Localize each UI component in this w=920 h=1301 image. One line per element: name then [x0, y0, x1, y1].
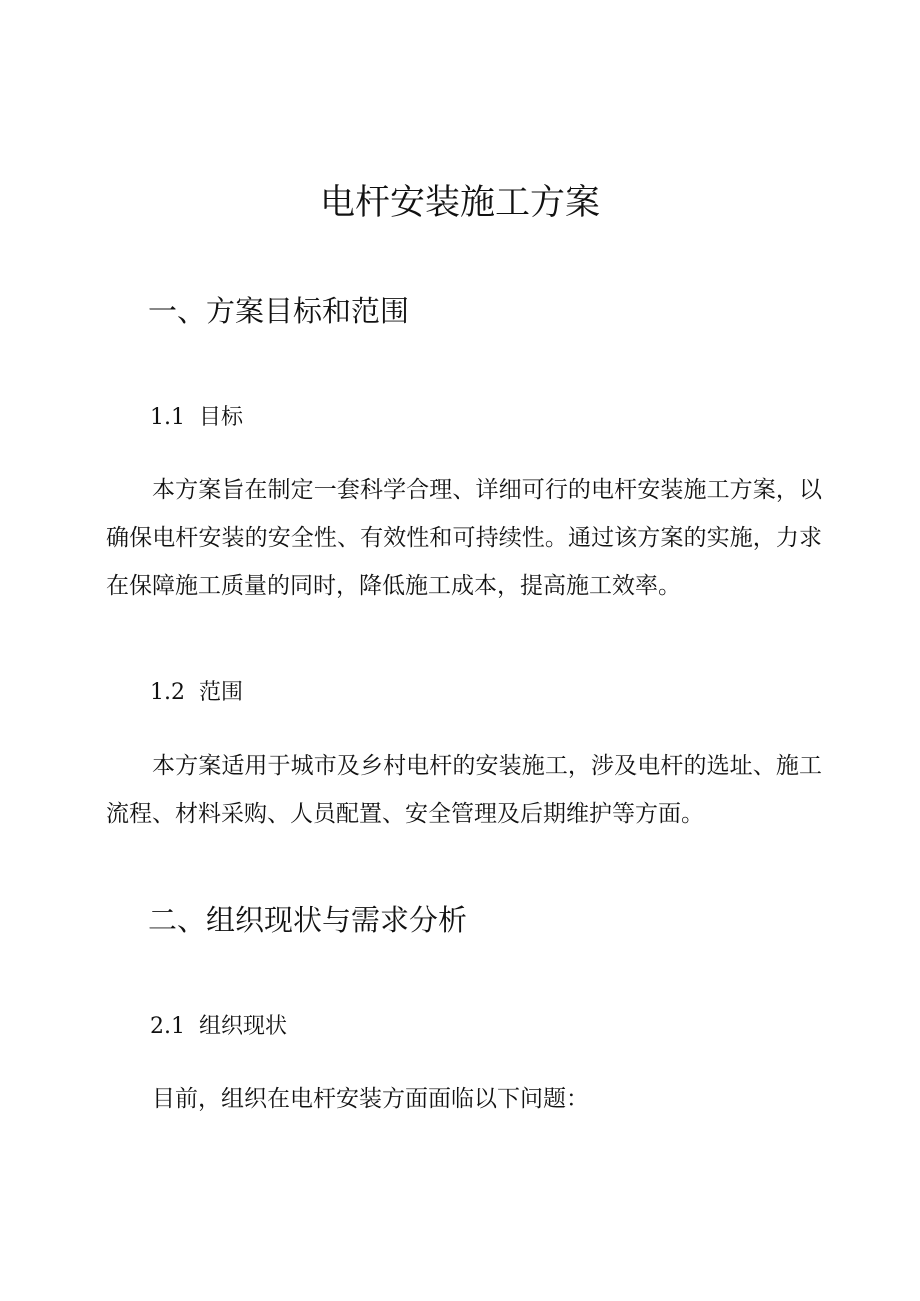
subsection-heading-1-1 [150, 402, 243, 434]
section-heading-1: 一、方案目标和范围 [148, 294, 410, 328]
subsection-heading-2-1 [150, 1011, 287, 1043]
subsection-title: 范围 [199, 680, 244, 705]
document-title: 电杆安装施工方案 [319, 183, 600, 223]
subsection-number: 1.2 [150, 680, 185, 705]
subsection-number: 1.1 [150, 405, 185, 430]
paragraph-org-status: 目前，组织在电杆安装方面面临以下问题： [152, 1086, 589, 1112]
paragraph-goal: 本方案旨在制定一套科学合理、详细可行的电杆安装施工方案，以确保电杆安装的安全性、有效性和可持续性。通过该方案的实施，力求在保障施工质量的同时，降低施工成本，提高施工效率。 [106, 477, 822, 599]
subsection-title: 组织现状 [199, 1014, 288, 1039]
subsection-heading-1-2 [150, 677, 243, 709]
subsection-title: 目标 [199, 405, 244, 430]
paragraph-scope: 本方案适用于城市及乡村电杆的安装施工，涉及电杆的选址、施工流程、材料采购、人员配置、安全管理及后期维护等方面。 [106, 753, 822, 827]
section-heading-2: 二、组织现状与需求分析 [148, 903, 468, 937]
subsection-number: 2.1 [150, 1014, 185, 1039]
